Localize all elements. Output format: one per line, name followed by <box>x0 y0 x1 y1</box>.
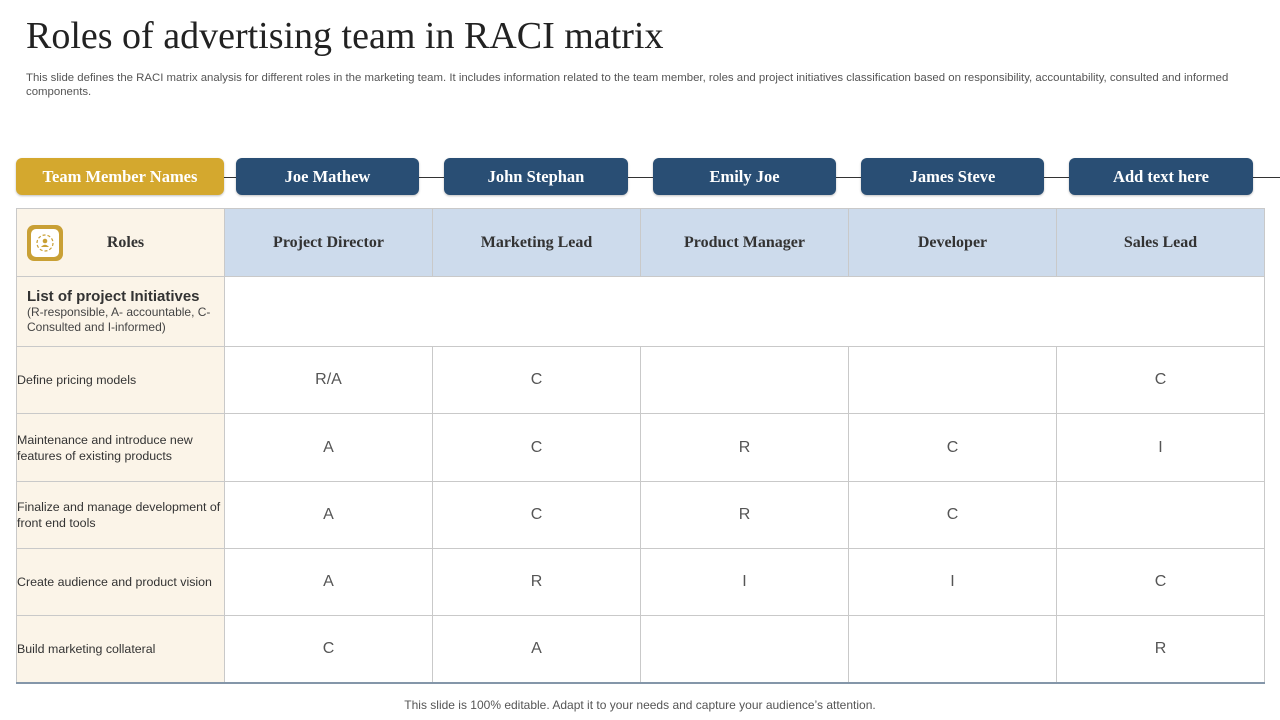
member-pill-2: John Stephan <box>444 158 628 195</box>
raci-cell: C <box>225 616 433 683</box>
team-member-names-label: Team Member Names <box>16 158 224 195</box>
table-row <box>17 616 1265 683</box>
raci-cell: I <box>849 549 1057 616</box>
member-pill-3: Emily Joe <box>653 158 836 195</box>
raci-cell: C <box>433 414 641 482</box>
raci-cell: A <box>225 549 433 616</box>
role-marketing-lead: Marketing Lead <box>433 209 641 277</box>
person-badge-icon <box>27 225 63 261</box>
raci-cell: I <box>641 549 849 616</box>
task-label: Define pricing models <box>17 347 225 414</box>
role-product-manager: Product Manager <box>641 209 849 277</box>
raci-cell <box>641 616 849 683</box>
raci-cell: C <box>849 414 1057 482</box>
raci-cell: R <box>433 549 641 616</box>
raci-cell: R <box>641 482 849 549</box>
roles-label: Roles <box>106 233 145 251</box>
table-row <box>17 549 1265 616</box>
role-developer: Developer <box>849 209 1057 277</box>
raci-cell: A <box>225 414 433 482</box>
footer-note: This slide is 100% editable. Adapt it to your needs and capture your audience’s attention. <box>404 698 876 712</box>
role-project-director: Project Director <box>225 209 433 277</box>
task-label: Finalize and manage development of front end tools <box>17 482 225 549</box>
role-sales-lead: Sales Lead <box>1057 209 1265 277</box>
task-label: Create audience and product vision <box>17 549 225 616</box>
raci-matrix-table <box>16 208 1265 684</box>
slide-title: Roles of advertising team in RACI matrix <box>26 15 664 57</box>
raci-cell: C <box>433 482 641 549</box>
initiatives-empty-span <box>225 277 1265 347</box>
task-label: Maintenance and introduce new features of existing products <box>17 414 225 482</box>
initiatives-title: List of project Initiatives <box>27 288 200 305</box>
raci-cell <box>849 347 1057 414</box>
initiatives-row <box>17 277 1265 347</box>
raci-cell: R/A <box>225 347 433 414</box>
initiatives-cell <box>17 277 225 347</box>
raci-cell <box>641 347 849 414</box>
raci-cell: R <box>641 414 849 482</box>
roles-header-row <box>17 209 1265 277</box>
raci-cell: A <box>225 482 433 549</box>
member-pill-1: Joe Mathew <box>236 158 419 195</box>
raci-cell <box>1057 482 1265 549</box>
slide-subtitle: This slide defines the RACI matrix analysis for different roles in the marketing team. It includes information related to the team member, roles and project initiatives classification based on responsibility, accountability, consulted and informed components. <box>26 72 1229 98</box>
raci-cell: C <box>1057 347 1265 414</box>
raci-cell: R <box>1057 616 1265 683</box>
member-pill-4: James Steve <box>861 158 1044 195</box>
raci-cell: C <box>433 347 641 414</box>
initiatives-legend: (R-responsible, A- accountable, C- Consulted and I-informed) <box>27 305 211 334</box>
raci-cell <box>849 616 1057 683</box>
roles-header-cell <box>17 209 225 277</box>
table-row <box>17 347 1265 414</box>
table-row <box>17 414 1265 482</box>
raci-cell: C <box>849 482 1057 549</box>
raci-cell: A <box>433 616 641 683</box>
raci-cell: C <box>1057 549 1265 616</box>
member-pill-5: Add text here <box>1069 158 1253 195</box>
task-label: Build marketing collateral <box>17 616 225 683</box>
table-row <box>17 482 1265 549</box>
raci-cell: I <box>1057 414 1265 482</box>
